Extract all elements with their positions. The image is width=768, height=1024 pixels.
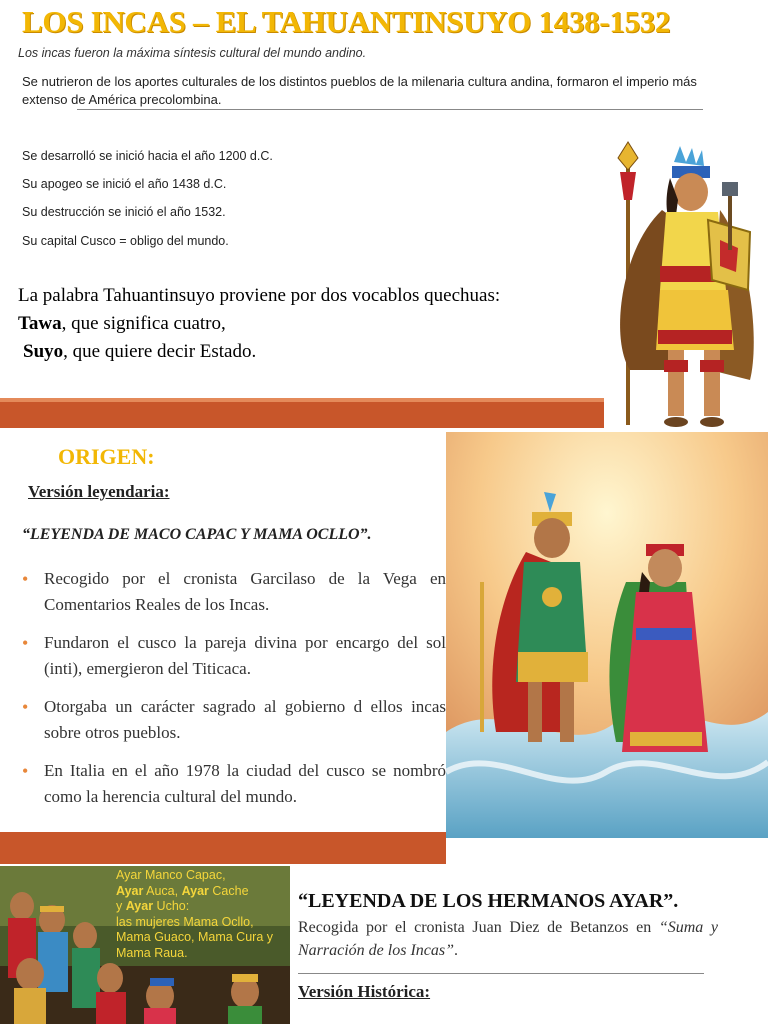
fact-item: Su apogeo se inició el año 1438 d.C. (22, 177, 227, 191)
bullet-item: • En Italia en el año 1978 la ciudad del cusco se nombró como la herencia cultural del mundo. (20, 758, 446, 810)
legendary-version-heading: Versión leyendaria: (28, 482, 170, 501)
names-line (116, 899, 286, 915)
name-text: Manco Capac, (141, 868, 226, 882)
section-divider-band (0, 832, 446, 864)
ayar-siblings-names (116, 868, 286, 961)
divider-line (77, 109, 703, 110)
name-text: Cache (208, 883, 249, 898)
manco-capac-mama-ocllo-illustration (446, 432, 768, 838)
etymology-intro: La palabra Tahuantinsuyo proviene por dos vocablos quechuas: (18, 285, 501, 306)
page-title: LOS INCAS – EL TAHUANTINSUYO 1438-1532 (22, 4, 671, 39)
legend-title: “LEYENDA DE MACO CAPAC Y MAMA OCLLO”. (22, 526, 372, 543)
source-text: Recogida por el cronista Juan Diez de Betanzos en (298, 919, 659, 936)
bullet-item: • Fundaron el cusco la pareja divina por encargo del sol (inti), emergieron del Titicaca. (20, 630, 446, 682)
names-line (116, 868, 286, 884)
bullet-item: • Recogido por el cronista Garcilaso de la Vega en Comentarios Reales de los Incas. (20, 566, 446, 618)
suyo-meaning: , que quiere decir Estado. (63, 341, 257, 362)
intro-paragraph: Se nutrieron de los aportes culturales de los distintos pueblos de la milenaria cultura andina, formaron el imperio más extenso de América precolombina. (22, 74, 697, 107)
bullet-item: • Otorgaba un carácter sagrado al gobierno d ellos incas sobre otros pueblos. (20, 694, 446, 746)
origin-heading: ORIGEN: (58, 444, 155, 469)
ayar-source-text (298, 916, 718, 962)
names-women: las mujeres Mama Ocllo, Mama Guaco, Mama Cura y Mama Raua. (116, 914, 273, 960)
name-text: Auca, (143, 883, 182, 898)
name-text: y (116, 899, 126, 913)
subtitle: Los incas fueron la máxima síntesis cultural del mundo andino. (18, 46, 367, 60)
section-divider-band (0, 402, 604, 428)
fact-item: Su capital Cusco = obligo del mundo. (22, 234, 229, 248)
name-text: Ucho: (153, 899, 190, 913)
bullet-list (20, 566, 446, 822)
tawa-meaning: , que significa cuatro, (61, 313, 226, 334)
suyo-word: Suyo (23, 341, 64, 362)
ayar-name: Ayar (116, 883, 144, 898)
etymology-block (18, 282, 500, 366)
names-line (116, 884, 286, 900)
historical-version-heading: Versión Histórica: (298, 982, 431, 1001)
etymology-suyo (18, 338, 500, 366)
inca-warrior-illustration (600, 140, 768, 432)
source-text-end: . (454, 942, 458, 959)
ayar-name: Ayar (116, 868, 142, 882)
ayar-name: Ayar (125, 899, 154, 913)
fact-item: Se desarrolló se inició hacia el año 1200 d.C. (22, 149, 273, 163)
divider-line (298, 973, 704, 974)
ayar-legend-title: “LEYENDA DE LOS HERMANOS AYAR”. (298, 890, 679, 912)
tawa-word: Tawa (18, 313, 62, 334)
fact-item: Su destrucción se inició el año 1532. (22, 205, 226, 219)
ayar-name: Ayar (181, 883, 209, 898)
source-book-title: “Suma y Narración de los Incas” (298, 919, 718, 959)
etymology-tawa (18, 310, 500, 338)
